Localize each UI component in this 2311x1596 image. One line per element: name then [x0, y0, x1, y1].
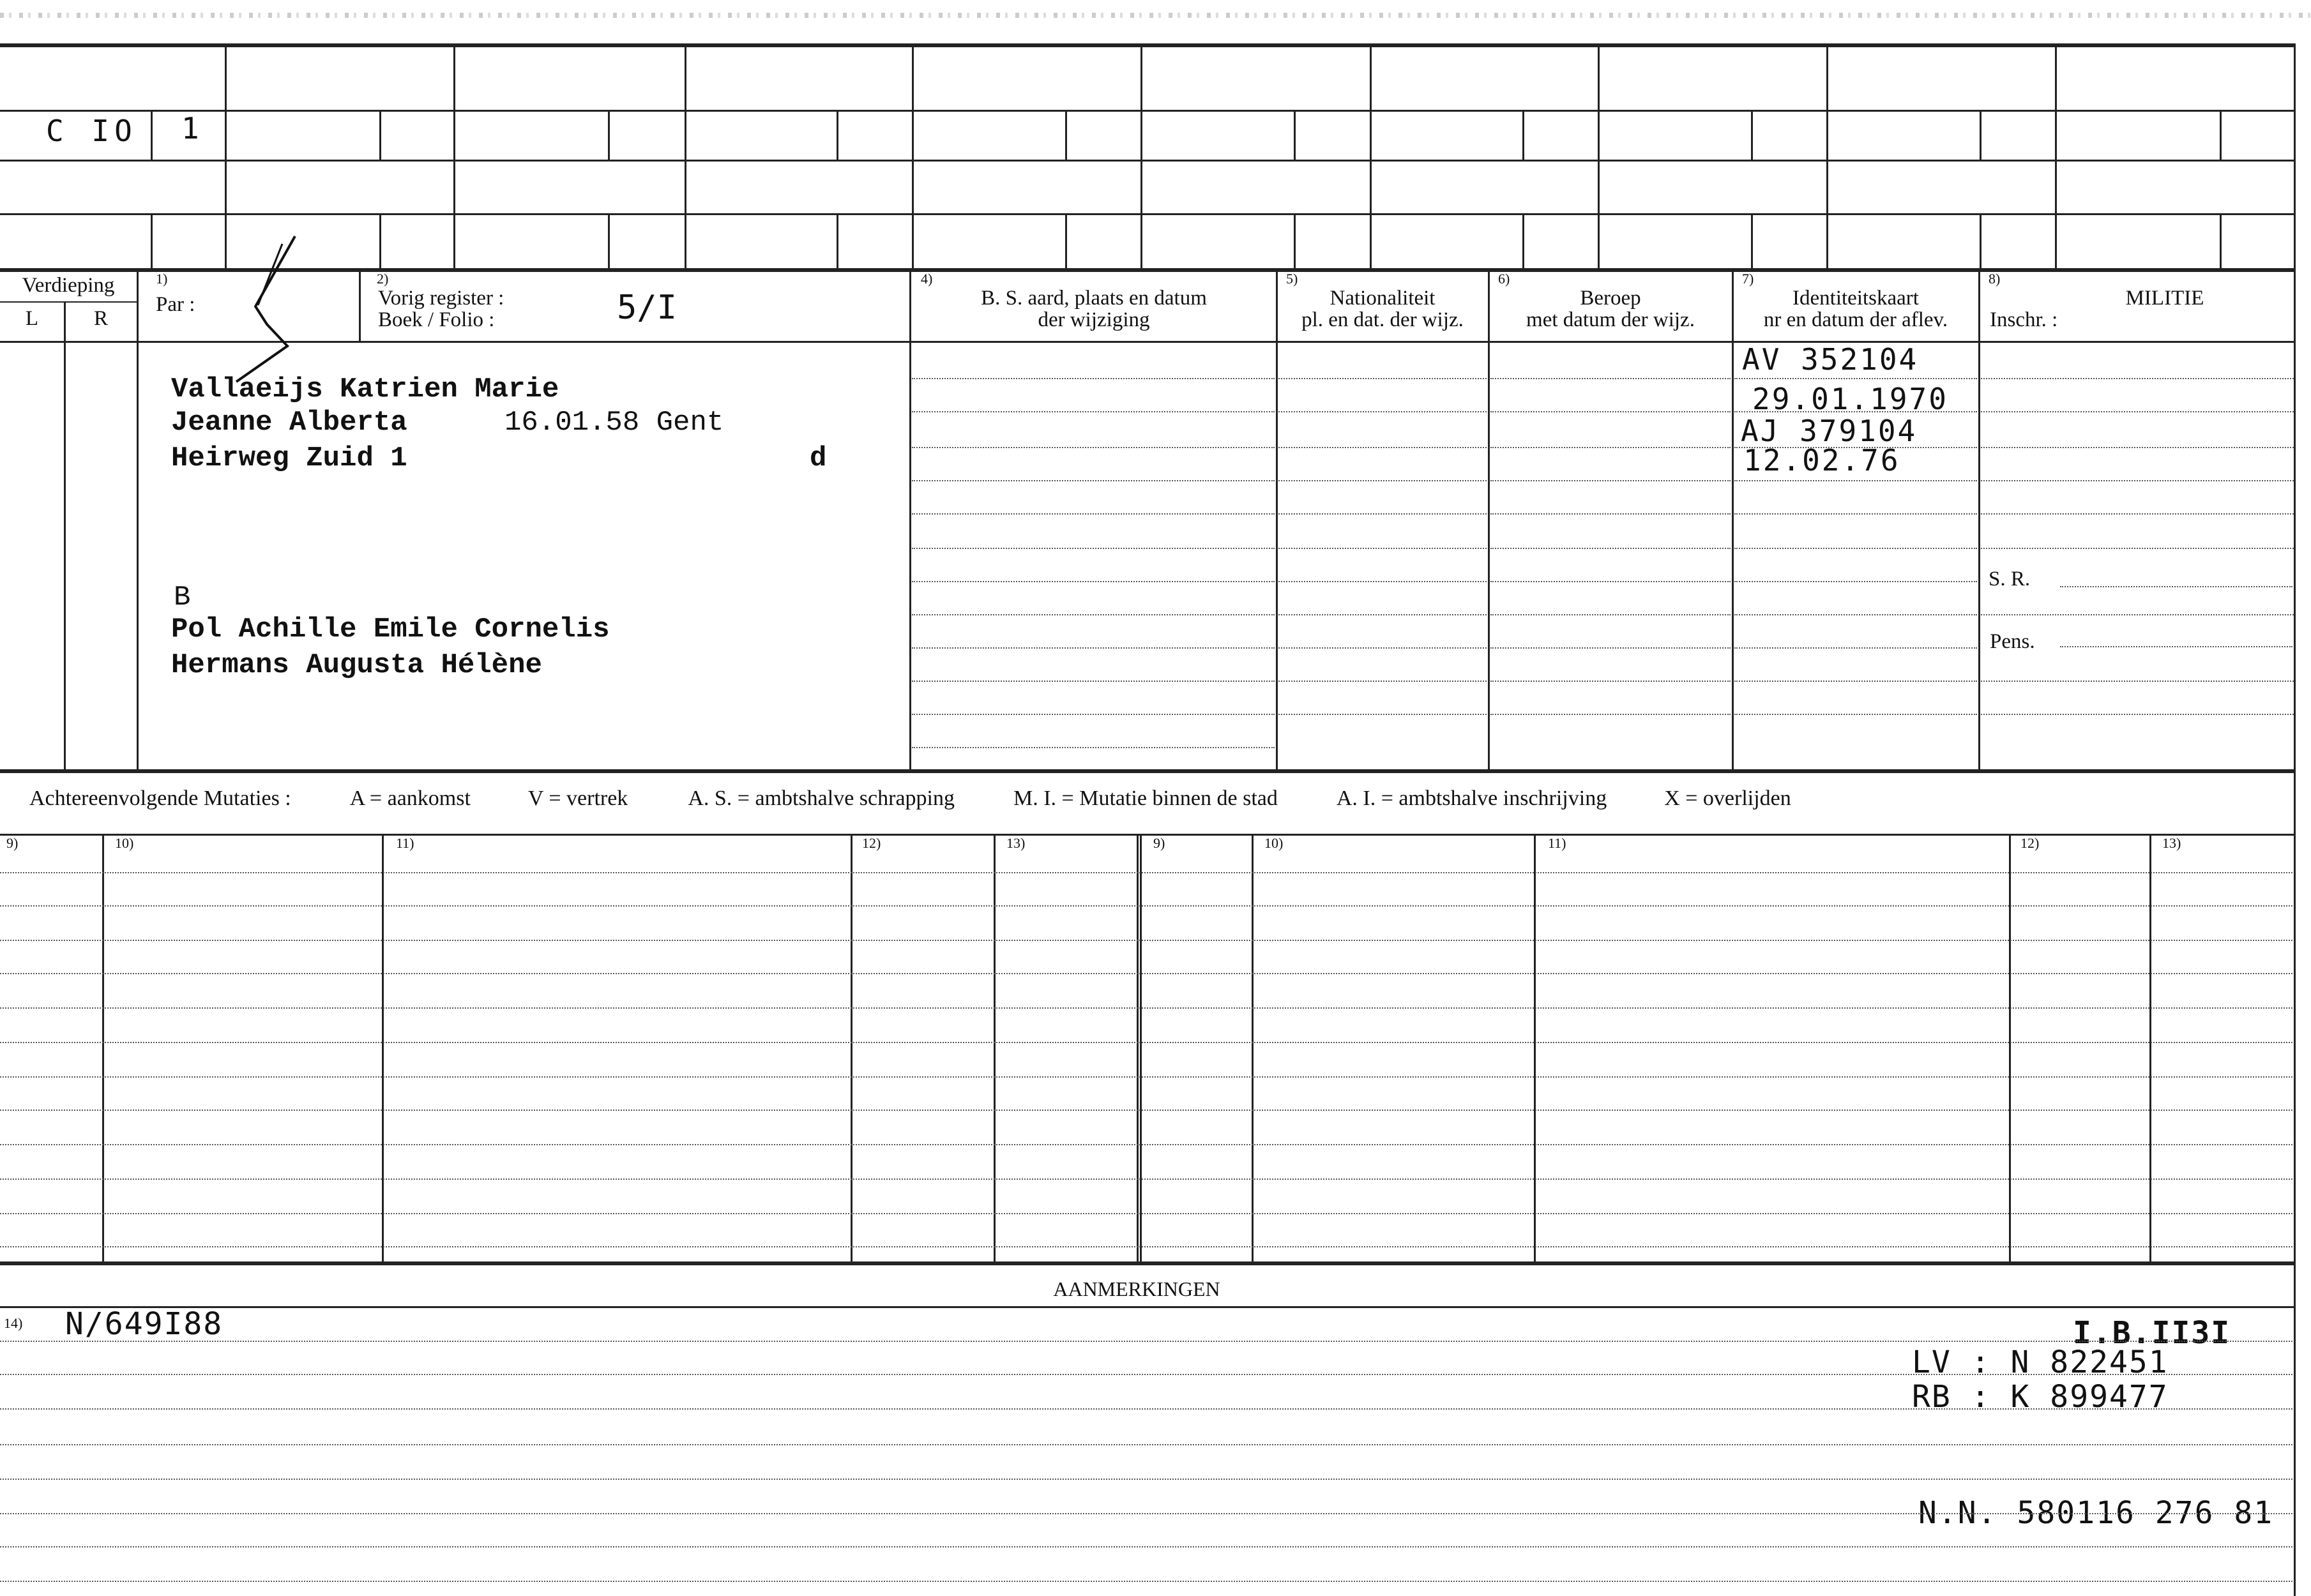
header-r: R [93, 307, 108, 330]
remarks-top-border [0, 1261, 2294, 1265]
mutation-col-header: 9) [6, 835, 19, 851]
id-card-2: AJ 379104 [1741, 414, 1918, 448]
parents-label: B [174, 582, 191, 614]
remarks-rb: RB : K 899477 [1912, 1379, 2169, 1415]
header-beroep: Beroep [1580, 287, 1641, 310]
legend-title: Achtereenvolgende Mutaties : [29, 787, 291, 810]
header-nationaliteit: Nationaliteit [1330, 287, 1436, 310]
header-bs-line2: der wijziging [1038, 308, 1150, 331]
header-vorig-register: Vorig register : [378, 287, 504, 310]
mother-name: Hermans Augusta Hélène [171, 649, 542, 681]
col-number: 2) [377, 271, 389, 287]
remarks-title: AANMERKINGEN [1053, 1277, 1220, 1300]
person-line1: Vallaeijs Katrien Marie [171, 373, 559, 405]
legend-item: X = overlijden [1664, 787, 1791, 810]
header-top-border [0, 268, 2294, 272]
remarks-ref: N/649I88 [65, 1306, 224, 1342]
mutation-col-header: 10) [1264, 835, 1284, 851]
mutation-col-header: 11) [396, 835, 414, 851]
id-card-1-date: 29.01.1970 [1752, 382, 1948, 416]
person-name-cont: Jeanne Alberta [171, 407, 407, 439]
id-card-2-date: 12.02.76 [1743, 443, 1900, 478]
mutation-col-header: 12) [862, 835, 881, 851]
militie-pens: Pens. [1990, 630, 2035, 653]
header-par: Par : [156, 293, 195, 316]
header-militie: MILITIE [2125, 287, 2204, 310]
col-number: 8) [1989, 271, 2001, 287]
header-bs-line1: B. S. aard, plaats en datum [981, 287, 1207, 310]
par-pen-stroke [211, 230, 338, 396]
mutation-col-header: 13) [1006, 835, 1026, 851]
legend-item: A = aankomst [349, 787, 471, 810]
legend-item: V = vertrek [527, 787, 628, 810]
header-l: L [25, 307, 39, 330]
col-number: 7) [1742, 271, 1754, 287]
right-border [2294, 43, 2296, 1596]
legend-item: M. I. = Mutatie binnen de stad [1013, 787, 1278, 810]
register-number: 1 [181, 111, 199, 146]
mutation-col-header: 10) [115, 835, 134, 851]
header-verdieping: Verdieping [22, 274, 115, 297]
remarks-nn: N.N. 580116 276 81 [1918, 1495, 2274, 1531]
mutation-col-header: 9) [1153, 835, 1165, 851]
boek-folio-value: 5/I [617, 289, 677, 327]
mutation-col-header: 12) [2020, 835, 2040, 851]
person-birth: 16.01.58 Gent [504, 407, 724, 439]
header-identiteitskaart-sub: nr en datum der aflev. [1763, 308, 1948, 331]
remarks-ib: I.B.II3I [2073, 1315, 2231, 1351]
legend-item: A. I. = ambtshalve inschrijving [1336, 787, 1607, 810]
mutation-col-header: 13) [2162, 835, 2181, 851]
header-beroep-sub: met datum der wijz. [1526, 308, 1695, 331]
legend-item: A. S. = ambtshalve schrapping [688, 787, 955, 810]
top-border [0, 43, 2294, 47]
person-address: Heirweg Zuid 1 [171, 442, 407, 474]
col-number: 5) [1286, 271, 1298, 287]
scan-edge [0, 13, 2311, 18]
mutation-legend [29, 787, 2290, 811]
militie-sr: S. R. [1989, 568, 2031, 591]
father-name: Pol Achille Emile Cornelis [171, 614, 610, 645]
remarks-lv: LV : N 822451 [1912, 1344, 2169, 1380]
remarks-number: 14) [4, 1315, 23, 1331]
header-nationaliteit-sub: pl. en dat. der wijz. [1301, 308, 1464, 331]
person-flag: d [810, 442, 827, 474]
header-inschr: Inschr. : [1990, 308, 2058, 331]
header-identiteitskaart: Identiteitskaart [1792, 287, 1919, 310]
col-number: 6) [1498, 271, 1510, 287]
col-number: 4) [921, 271, 933, 287]
mutation-col-header: 11) [1548, 835, 1566, 851]
header-boek-folio: Boek / Folio : [378, 308, 495, 331]
register-code: C IO [46, 114, 137, 148]
mutations-legend-top [0, 769, 2294, 773]
col-number: 1) [156, 271, 168, 287]
id-card-1: AV 352104 [1742, 342, 1919, 377]
